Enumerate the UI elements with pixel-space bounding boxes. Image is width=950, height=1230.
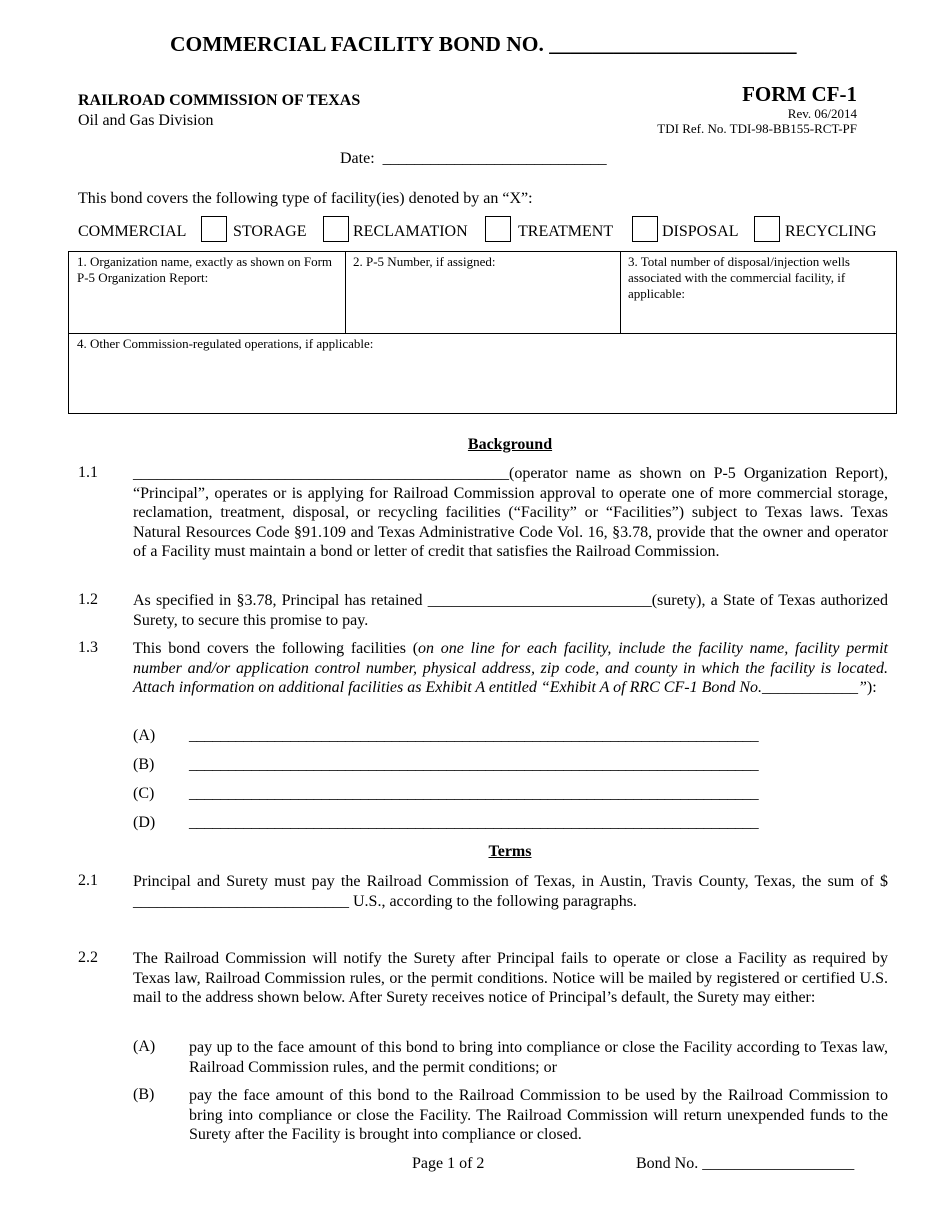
division-name: Oil and Gas Division (78, 112, 214, 129)
facility-type-reclamation-label: RECLAMATION (353, 223, 468, 240)
facility-type-checkbox[interactable] (632, 216, 658, 242)
facility-type-commercial-label: COMMERCIAL (78, 223, 187, 240)
organization-info-table (68, 251, 897, 414)
table-divider (69, 333, 896, 334)
terms-heading: Terms (488, 843, 532, 860)
background-heading: Background (467, 436, 553, 453)
other-operations-field[interactable]: 4. Other Commission-regulated operations, if applicable: (77, 336, 374, 351)
facility-line-b[interactable]: _________________________________________________________________________ (189, 756, 759, 773)
facility-type-checkbox[interactable] (201, 216, 227, 242)
agency-name: RAILROAD COMMISSION OF TEXAS (78, 92, 361, 109)
form-number: FORM CF-1 (742, 82, 857, 106)
facility-type-disposal-label: DISPOSAL (662, 223, 739, 240)
paragraph-number: 1.3 (78, 639, 98, 656)
footer-bond-number[interactable]: Bond No. ___________________ (636, 1155, 855, 1172)
facility-type-row (78, 213, 888, 243)
facility-type-checkbox[interactable] (754, 216, 780, 242)
paragraph-number: 1.2 (78, 591, 98, 608)
facility-type-checkbox[interactable] (485, 216, 511, 242)
paragraph-1-1: _______________________________________________(operator name as shown on P-5 Organization Report), “Principal”, operates or is applying for Railroad Commission approval to operate one of more commercial storage, reclamation, treatment, disposal, or recycling facilities (“Facility” or “Facilities”) subject to Texas laws. Texas Natural Resources Code §91.109 and Texas Administrative Code Vol. 16, §3.78, provide that the owner and operator of a Facility must maintain a bond or letter of credit that satisfies the Railroad Commission. (133, 465, 888, 560)
page-number: Page 1 of 2 (412, 1155, 485, 1172)
paragraph-1-3-instructions: on one line for each facility, include the facility name, facility permit number and/or application control number, physical address, zip code, and county in which the facility is located. Attach information on additional facilities as Exhibit A entitled “Exhibit A of RRC CF-1 Bond No.____________” (133, 640, 888, 696)
facility-line-letter: (D) (133, 814, 156, 831)
facility-line-a[interactable]: _________________________________________________________________________ (189, 727, 759, 744)
paragraph-number: 2.2 (78, 949, 98, 966)
facility-line-letter: (B) (133, 756, 155, 773)
form-title: COMMERCIAL FACILITY BOND NO. _______________________ (170, 32, 797, 56)
facility-type-treatment-label: TREATMENT (518, 223, 614, 240)
paragraph-1-3 (133, 639, 888, 698)
form-revision: Rev. 06/2014 (787, 106, 857, 121)
option-letter: (A) (133, 1038, 156, 1055)
option-letter: (B) (133, 1086, 155, 1103)
well-count-field[interactable]: 3. Total number of disposal/injection wells associated with the commercial facility, if applicable: (628, 254, 850, 301)
date-field[interactable]: Date: ____________________________ (340, 150, 607, 167)
facility-type-intro: This bond covers the following type of facility(ies) denoted by an “X”: (78, 190, 533, 207)
facility-type-checkbox[interactable] (323, 216, 349, 242)
form-id-block (657, 82, 857, 136)
paragraph-2-2: The Railroad Commission will notify the Surety after Principal fails to operate or close a Facility as required by Texas law, Railroad Commission rules, or the permit conditions. Notice will be mailed by registered or certified U.S. mail to the address shown below. After Surety receives notice of Principal’s default, the Surety may either: (133, 950, 888, 1006)
tdi-reference: TDI Ref. No. TDI-98-BB155-RCT-PF (657, 121, 857, 136)
organization-name-field[interactable]: 1. Organization name, exactly as shown on Form P-5 Organization Report: (77, 254, 333, 285)
facility-line-d[interactable]: _________________________________________________________________________ (189, 814, 759, 831)
facility-line-c[interactable]: _________________________________________________________________________ (189, 785, 759, 802)
table-divider (620, 252, 621, 333)
table-divider (345, 252, 346, 333)
facility-type-recycling-label: RECYCLING (785, 223, 877, 240)
paragraph-1-3-end: ): (866, 679, 877, 696)
paragraph-number: 1.1 (78, 464, 98, 481)
paragraph-1-2: As specified in §3.78, Principal has retained ____________________________(surety), a State of Texas authorized Surety, to secure this promise to pay. (133, 592, 888, 629)
option-a-text: pay up to the face amount of this bond to bring into compliance or close the Facility according to Texas law, Railroad Commission rules, and the permit conditions; or (189, 1039, 888, 1076)
facility-line-letter: (C) (133, 785, 155, 802)
paragraph-1-3-start: This bond covers the following facilities ( (133, 640, 419, 657)
facility-type-storage-label: STORAGE (233, 223, 307, 240)
paragraph-number: 2.1 (78, 872, 98, 889)
paragraph-2-1: Principal and Surety must pay the Railroad Commission of Texas, in Austin, Travis County, Texas, the sum of $ ___________________________ U.S., according to the following paragraphs. (133, 873, 888, 910)
p5-number-field[interactable]: 2. P-5 Number, if assigned: (353, 254, 496, 269)
facility-line-letter: (A) (133, 727, 156, 744)
option-b-text: pay the face amount of this bond to the Railroad Commission to be used by the Railroad Commission to bring into compliance or close the Facility. The Railroad Commission will return unexpended funds to the Surety after the Facility is brought into compliance or closed. (189, 1087, 888, 1143)
